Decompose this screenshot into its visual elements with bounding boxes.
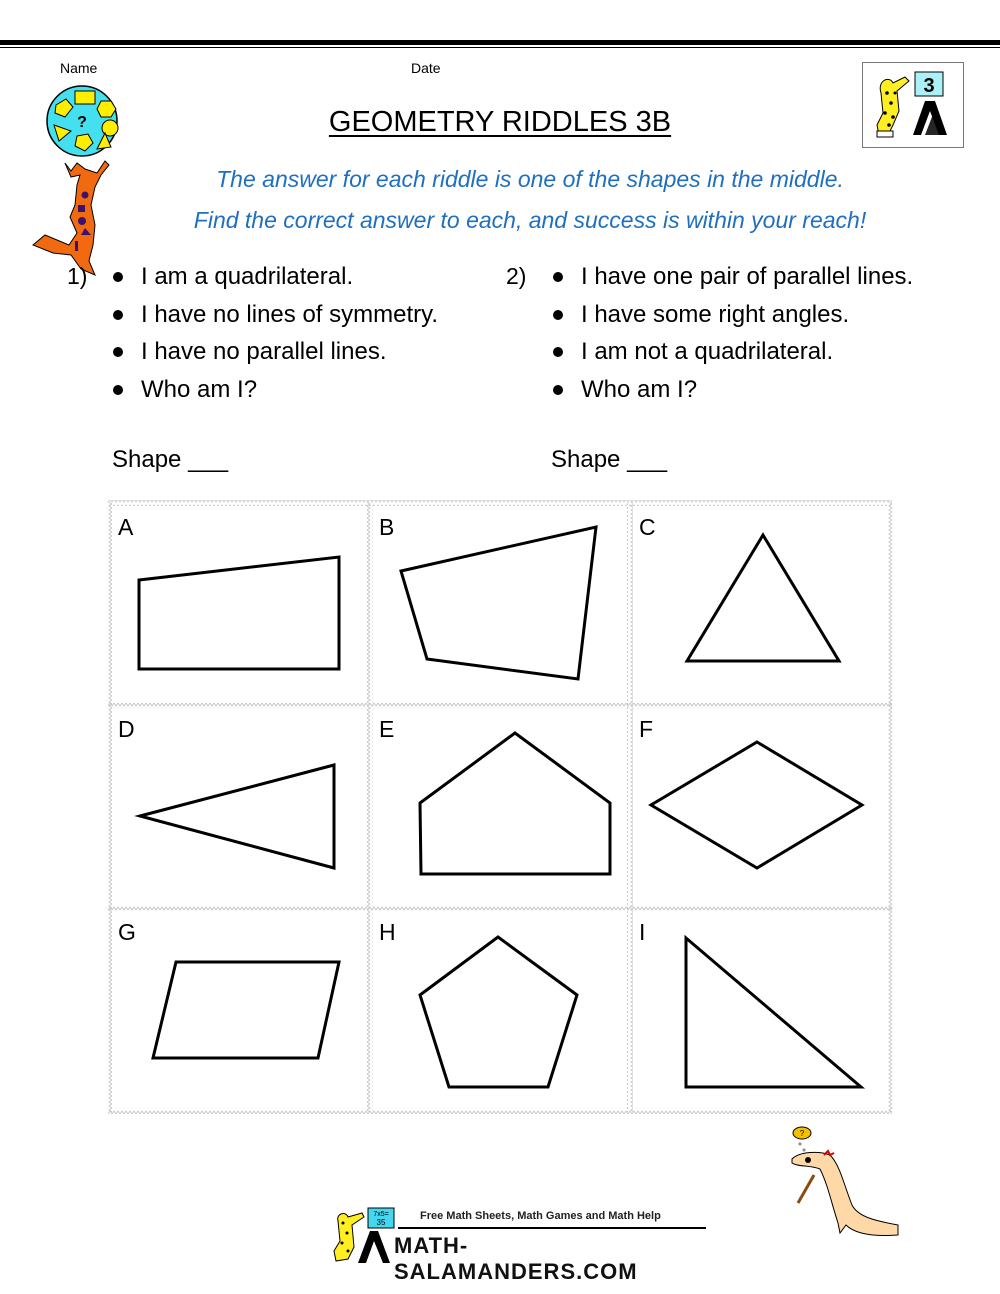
grid-border [108, 703, 892, 709]
riddle-2-answer-blank[interactable]: Shape ___ [551, 446, 668, 473]
grid-border [108, 906, 892, 912]
instruction-line-1: The answer for each riddle is one of the shapes in the middle. [216, 166, 844, 192]
shape-i-right-triangle [686, 938, 861, 1087]
svg-text:?: ? [799, 1129, 805, 1138]
riddle-2-number: 2) [506, 263, 527, 289]
shape-label-f: F [639, 716, 654, 742]
riddle-2-clue: I have one pair of parallel lines. [553, 258, 913, 296]
riddle-1-clue: I have no parallel lines. [113, 333, 438, 371]
shape-h-pentagon [420, 937, 577, 1087]
svg-text:7x5=: 7x5= [373, 1211, 389, 1218]
shape-g-parallelogram [153, 962, 339, 1058]
shape-f-rhombus [651, 742, 862, 868]
shape-label-h: H [379, 919, 396, 945]
shape-e-pentagon [420, 733, 610, 874]
date-label: Date [411, 60, 441, 76]
riddle-1-clue: I am a quadrilateral. [113, 258, 438, 296]
svg-text:?: ? [77, 114, 87, 131]
shape-label-g: G [118, 919, 136, 945]
shape-b-quadrilateral [401, 527, 596, 679]
shape-label-i: I [639, 919, 646, 945]
grid-border [108, 500, 892, 506]
thinking-salamander-icon [780, 1125, 900, 1250]
name-label: Name [60, 60, 98, 76]
grid-border [367, 502, 373, 1112]
grid-border [888, 502, 894, 1112]
svg-text:35: 35 [376, 1218, 386, 1227]
grid-border [108, 1108, 892, 1114]
salamander-board-icon [328, 1207, 398, 1267]
shape-a-trapezoid [139, 557, 339, 669]
footer-logo[interactable] [328, 1207, 708, 1284]
shape-c-triangle [687, 535, 839, 661]
grid-border [627, 502, 633, 1112]
footer-rule [398, 1227, 706, 1229]
shape-d-triangle [140, 765, 334, 868]
riddle-2-clue: Who am I? [553, 371, 913, 409]
shape-label-c: C [639, 514, 656, 540]
footer-brand: MATH-SALAMANDERS.COM [394, 1233, 638, 1284]
shape-label-a: A [118, 514, 134, 540]
footer-tagline: Free Math Sheets, Math Games and Math Help [420, 1210, 661, 1222]
shape-label-d: D [118, 716, 135, 742]
riddle-1-clue: Who am I? [113, 371, 438, 409]
grid-border [106, 502, 112, 1112]
svg-text:3: 3 [923, 75, 935, 97]
riddle-1-answer-blank[interactable]: Shape ___ [112, 446, 229, 473]
shape-label-b: B [379, 514, 395, 540]
shape-label-e: E [379, 716, 395, 742]
page-title: GEOMETRY RIDDLES 3B [328, 106, 672, 138]
riddle-1-clue: I have no lines of symmetry. [113, 296, 438, 334]
instruction-line-2: Find the correct answer to each, and success is within your reach! [193, 207, 867, 233]
riddle-1-number: 1) [67, 263, 88, 289]
riddle-2-clue: I have some right angles. [553, 296, 913, 334]
riddle-2-clue: I am not a quadrilateral. [553, 333, 913, 371]
